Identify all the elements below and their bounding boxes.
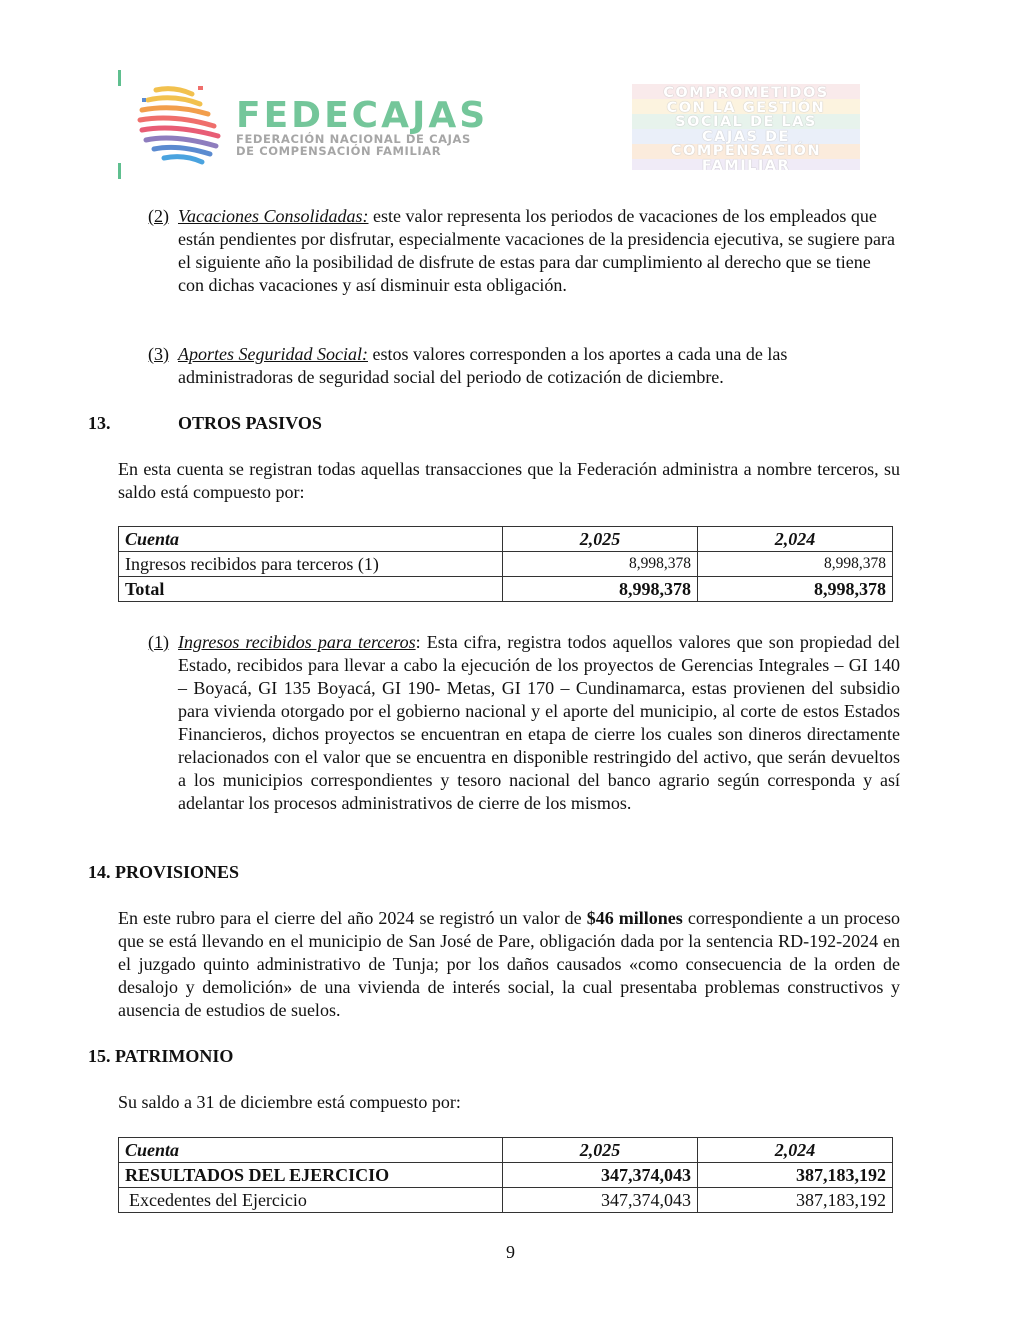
table-cell: 387,183,192 [698,1188,893,1213]
header-rule-top [118,70,121,86]
slogan-line: CAJAS DE [702,128,790,145]
note-text: : Esta cifra, registra todos aquellos valores que son propiedad del Estado, recibidos para llevar a cabo la ejecución de los proyectos de Gerencias Integrales – GI 140 – Boyacá, GI 135 Boyacá, GI 190- Metas, GI 170 – Cundinamarca, estas provienen del subsidio para vivienda otorgado por el gobierno nacional y el aporte del municipio, al corte de estos Estados Financieros, dichos proyectos se encuentran en etapa de cierre los cuales son dineros directamente relacionados con el valor que se encuentra en disponible restringido del activo, que serán devueltos a los municipios correspondientes y tesoro nacional del banco agrario según corresponda y así adelantar los procesos administrativos de cierre de los mismos. [178,632,900,813]
paragraph-text: correspondiente a un proceso que se está llevando en el municipio de San José de Pare, obligación dada por la sentencia RD-192-2024 en el juzgado quinto administrativo de Tunja; por los daños causados «como consecuencia de la orden de desalojo y demolición» de una vivienda de interés social, la cual presentaba problemas constructivos y ausencia de estudios de suelos. [118,908,900,1020]
slogan-line: FAMILIAR [701,157,791,170]
section-paragraph [118,907,900,1022]
brand-subtitle-line1: FEDERACIÓN NACIONAL DE CAJAS [236,132,471,146]
colombia-map-icon [134,84,234,168]
table-header-cell: 2,025 [503,527,698,552]
paragraph-text: En este rubro para el cierre del año 2024 se registró un valor de [118,908,587,928]
slogan-line: SOCIAL DE LAS [675,114,817,130]
brand-logo-name: FEDECAJAS [236,95,489,136]
table-cell: Ingresos recibidos para terceros (1) [119,552,503,577]
section-intro: Su saldo a 31 de diciembre está compuesto por: [118,1092,461,1112]
table-header-cell: 2,024 [698,527,893,552]
note-text: estos valores corresponden a los aportes a cada una de las administradoras de seguridad social del periodo de cotización de diciembre. [178,344,788,387]
table-cell: 347,374,043 [503,1163,698,1188]
table-cell: 347,374,043 [503,1188,698,1213]
table-cell: 8,998,378 [503,577,698,602]
section-number: 13. [88,413,111,433]
note-number [148,631,169,654]
table-header-row [119,527,893,552]
otros-pasivos-table [118,526,893,602]
table-header-row [119,1138,893,1163]
slogan-line: COMPROMETIDOS [663,85,829,101]
note-title: Vacaciones Consolidadas: [178,206,369,226]
note-paragraph [178,343,883,389]
slogan-line: COMPENSACIÓN [670,143,822,159]
slogan-line: CON LA GESTIÓN [666,99,826,116]
slogan-text [632,86,860,170]
section-title: 15. PATRIMONIO [88,1046,234,1066]
table-header-cell: 2,025 [503,1138,698,1163]
patrimonio-table [118,1137,893,1213]
table-header-cell: 2,024 [698,1138,893,1163]
note-number-text: (3) [148,344,169,364]
section-title: 14. PROVISIONES [88,862,240,882]
note-number-text: (1) [148,632,169,652]
note-title: Aportes Seguridad Social: [178,344,368,364]
note-number [148,343,169,366]
note-paragraph [178,205,900,297]
table-cell: Total [119,577,503,602]
table-row [119,1163,893,1188]
table-header-cell: Cuenta [119,527,503,552]
table-cell: RESULTADOS DEL EJERCICIO [119,1163,503,1188]
note-title: Ingresos recibidos para terceros [178,632,416,652]
section-intro: En esta cuenta se registran todas aquellas transacciones que la Federación administra a nombre terceros, su saldo está compuesto por: [118,459,900,502]
note-number [148,205,169,228]
table-cell: 387,183,192 [698,1163,893,1188]
page-number: 9 [506,1242,515,1262]
slogan-banner [632,84,860,170]
section-title: OTROS PASIVOS [178,413,322,433]
highlight-amount: $46 millones [586,908,683,928]
table-row [119,552,893,577]
table-total-row [119,577,893,602]
table-header-cell: Cuenta [119,1138,503,1163]
brand-subtitle-line2: DE COMPENSACIÓN FAMILIAR [236,144,442,158]
header-rule-bottom [118,163,121,179]
table-cell: 8,998,378 [698,552,893,577]
note-text: este valor representa los periodos de vacaciones de los empleados que están pendientes por disfrutar, especialmente vacaciones de la presidencia ejecutiva, se sugiere para el siguiente año la posibilidad de disfrute de estas para dar cumplimiento al derecho que se tiene con dichas vacaciones y así disminuir esta obligación. [178,206,895,295]
table-cell: 8,998,378 [698,577,893,602]
table-row [119,1188,893,1213]
note-number-text: (2) [148,206,169,226]
note-paragraph [178,631,900,815]
table-cell: 8,998,378 [503,552,698,577]
table-cell: Excedentes del Ejercicio [119,1188,503,1213]
